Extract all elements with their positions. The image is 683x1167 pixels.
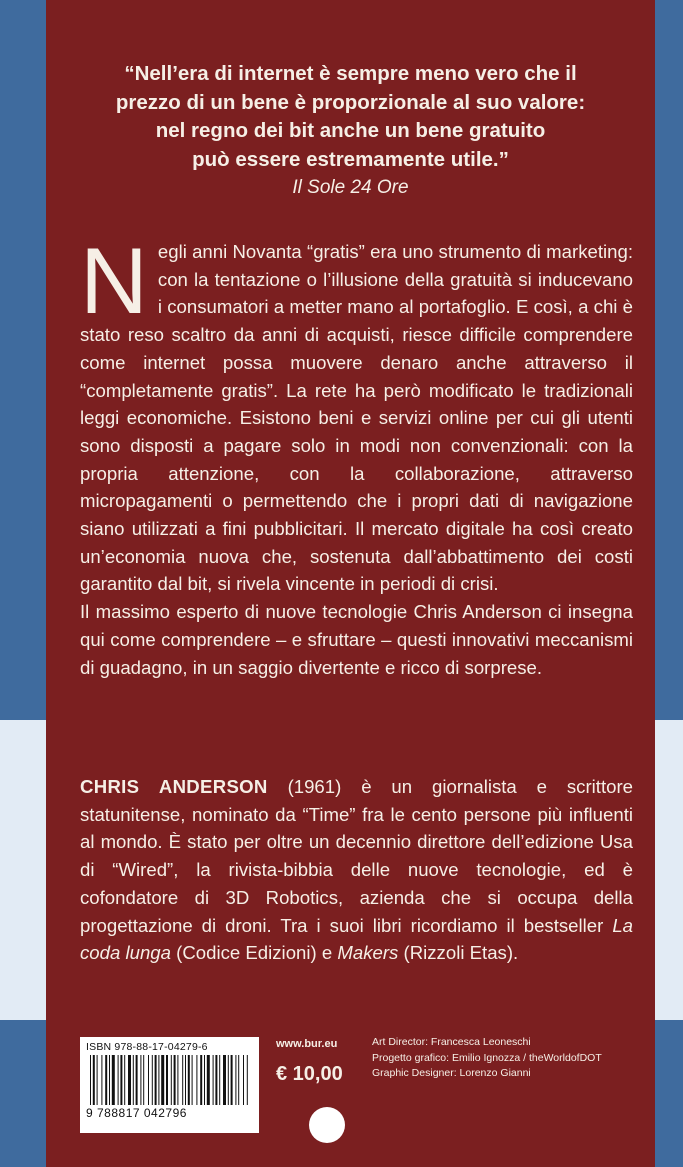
description-paragraph: Il massimo esperto di nuove tecnologie Chris Anderson ci insegna qui come comprendere – e sfruttare – questi innovativi meccanismi di guadagno, in un saggio divertente e ricco di sorprese. xyxy=(80,601,633,678)
ean-number: 9 788817 042796 xyxy=(86,1106,187,1120)
author-name: CHRIS ANDERSON xyxy=(80,776,268,797)
credit-line: Graphic Designer: Lorenzo Gianni xyxy=(372,1067,531,1079)
background-right-edge xyxy=(655,0,683,1167)
drop-cap: N xyxy=(80,228,148,333)
credit-line: Art Director: Francesca Leoneschi xyxy=(372,1036,531,1048)
barcode-bars xyxy=(86,1055,253,1105)
bio-text: (Rizzoli Etas). xyxy=(398,942,519,964)
credits xyxy=(372,1035,632,1082)
book-title: Makers xyxy=(337,942,399,964)
barcode xyxy=(80,1037,259,1133)
bio-text: (1961) è un giornalista e scrittore statunitense, nominato da “Time” fra le cento persone più influenti al mondo. È stato per oltre un decennio direttore dell’edizione Usa di “Wired”, la rivista-bibbia delle nuove tecnologie, ed è cofondatore di 3D Robotics, azienda che si occupa della progettazione di droni. Tra i suoi libri ricordiamo il bestseller xyxy=(80,776,634,936)
book-description xyxy=(80,228,633,681)
publisher-website: www.bur.eu xyxy=(276,1038,338,1050)
quote-line: prezzo di un bene è proporzionale al suo valore: xyxy=(115,90,586,114)
book-back-cover xyxy=(46,0,655,1167)
isbn-label: ISBN 978-88-17-04279-6 xyxy=(86,1041,208,1053)
background-left-edge xyxy=(0,0,46,1167)
quote-source: Il Sole 24 Ore xyxy=(292,177,409,198)
description-paragraph: egli anni Novanta “gratis” era uno strumento di marketing: con la tentazione o l’illusione della gratuità si inducevano i consumatori a metter mano al portafoglio. E così, a chi è stato reso scaltro da anni di acquisti, riesce difficile comprendere come internet possa muovere denaro anche attraverso il “completamente gratis”. La rete ha però modificato le tradizionali leggi economiche. Esistono beni e servizi online per cui gli utenti sono disposti a pagare solo in modi non convenzionali: con la propria attenzione, con la collaborazione, attraverso micropagamenti o permettendo che i propri dati di navigazione siano utilizzati a fini pubblicitari. Il mercato digitale ha così creato un’economia nuova che, sostenuta dall’abbattimento dei costi garantito dal bit, si rivela vincente in periodi di crisi. xyxy=(80,241,633,595)
quote-line: può essere estremamente utile.” xyxy=(192,147,509,171)
quote-line: nel regno dei bit anche un bene gratuito xyxy=(155,119,546,142)
price: € 10,00 xyxy=(276,1063,343,1085)
book-title: La coda lunga xyxy=(80,914,633,964)
review-quote xyxy=(68,60,633,203)
bur-logo-icon xyxy=(309,1107,345,1143)
author-bio xyxy=(80,773,633,967)
bio-text: (Codice Edizioni) e xyxy=(170,942,338,964)
quote-line: “Nell’era di internet è sempre meno vero che il xyxy=(124,62,577,85)
credit-line: Progetto grafico: Emilio Ignozza / theWorldofDOT xyxy=(372,1051,602,1064)
